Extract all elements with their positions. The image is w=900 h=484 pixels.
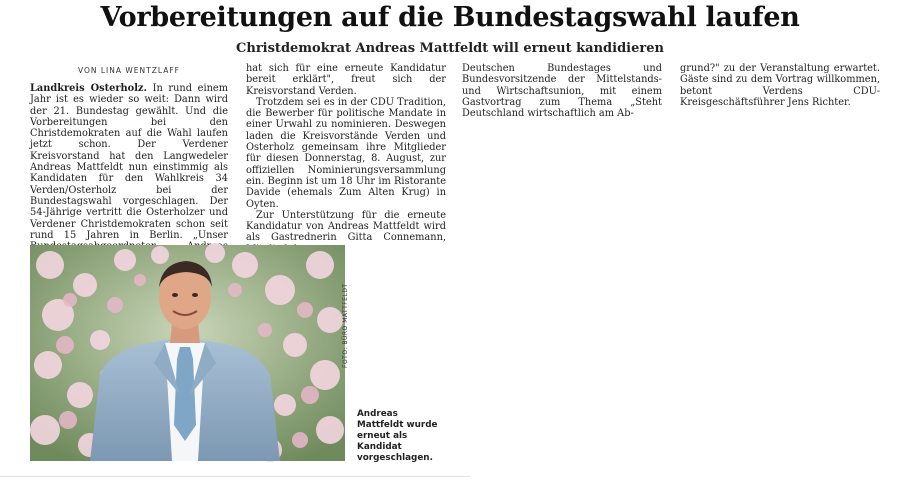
paragraph-3-continued: Deutschen Bundestages und Bundesvorsitzende der Mittelstands- und Wirtschaftsunion, mit einem Gastvortrag zum Thema „Steht Deutschland wirtschaftlich am Ab- — [462, 63, 662, 120]
article-column-2 — [246, 63, 446, 244]
paragraph-2: Trotzdem sei es in der CDU Tradition, die Bewerber für politische Mandate in einer Urwahl zu nominieren. Deswegen laden die Kreisvorstände Verden und Osterholz gemeinsam ihre Mitglieder für diesen Donnerstag, 8. August, zur offiziellen Nominierungsversammlung ein. Beginn ist um 18 Uhr im Ristorante Davide (ehemals Zum Alten Krug) in Oyten. — [246, 96, 446, 210]
paragraph-3: Zur Unterstützung für die erneute Kandidatur von Andreas Mattfeldt wird als Gastrednerin Gitta Connemann, — [246, 209, 446, 244]
photo-caption: Andreas Mattfeldt wurde erneut als Kandidat vorgeschlagen. — [357, 409, 438, 463]
subheadline: Christdemokrat Andreas Mattfeldt will erneut kandidieren — [236, 41, 664, 56]
paragraph-3-end: grund?" zu der Veranstaltung erwartet. Gäste sind zu dem Vortrag willkommen, betont Verdens CDU-Kreisgeschäftsführer Jens Richter. — [680, 63, 880, 108]
candidate-photo — [30, 245, 345, 461]
byline: VON LINA WENTZLAFF — [77, 66, 180, 75]
photo-credit: FOTO: BÜRO MATTFELDT — [342, 283, 349, 368]
paragraph-1-continued: hat sich für eine erneute Kandidatur bereit erklärt", freut sich der Kreisvorstand Verden. — [246, 63, 446, 97]
article-column-3 — [462, 63, 662, 123]
page-divider — [0, 476, 470, 477]
article-column-4 — [680, 63, 880, 123]
dateline: Landkreis Osterholz. — [30, 83, 147, 94]
paragraph-1: In rund einem Jahr ist es wieder so weit: Dann wird der 21. Bundestag gewählt. Und die Vorbereitungen bei den Christdemokraten auf die Wahl laufen jetzt schon. Der Verdener Kreisvorstand hat den Langwedeler Andreas Mattfeldt nun einstimmig als Kandidaten für den Wahlkreis 34 Verden/Osterholz bei der Bundestagswahl vorgeschlagen. Der 54-Jährige vertritt die Osterholzer und Verdener Christdemokraten schon seit rund 15 Jahren in Berlin. „Unser — [30, 83, 228, 241]
headline: Vorbereitungen auf die Bundestagswahl laufen — [100, 2, 800, 33]
article-column-1 — [30, 83, 228, 241]
